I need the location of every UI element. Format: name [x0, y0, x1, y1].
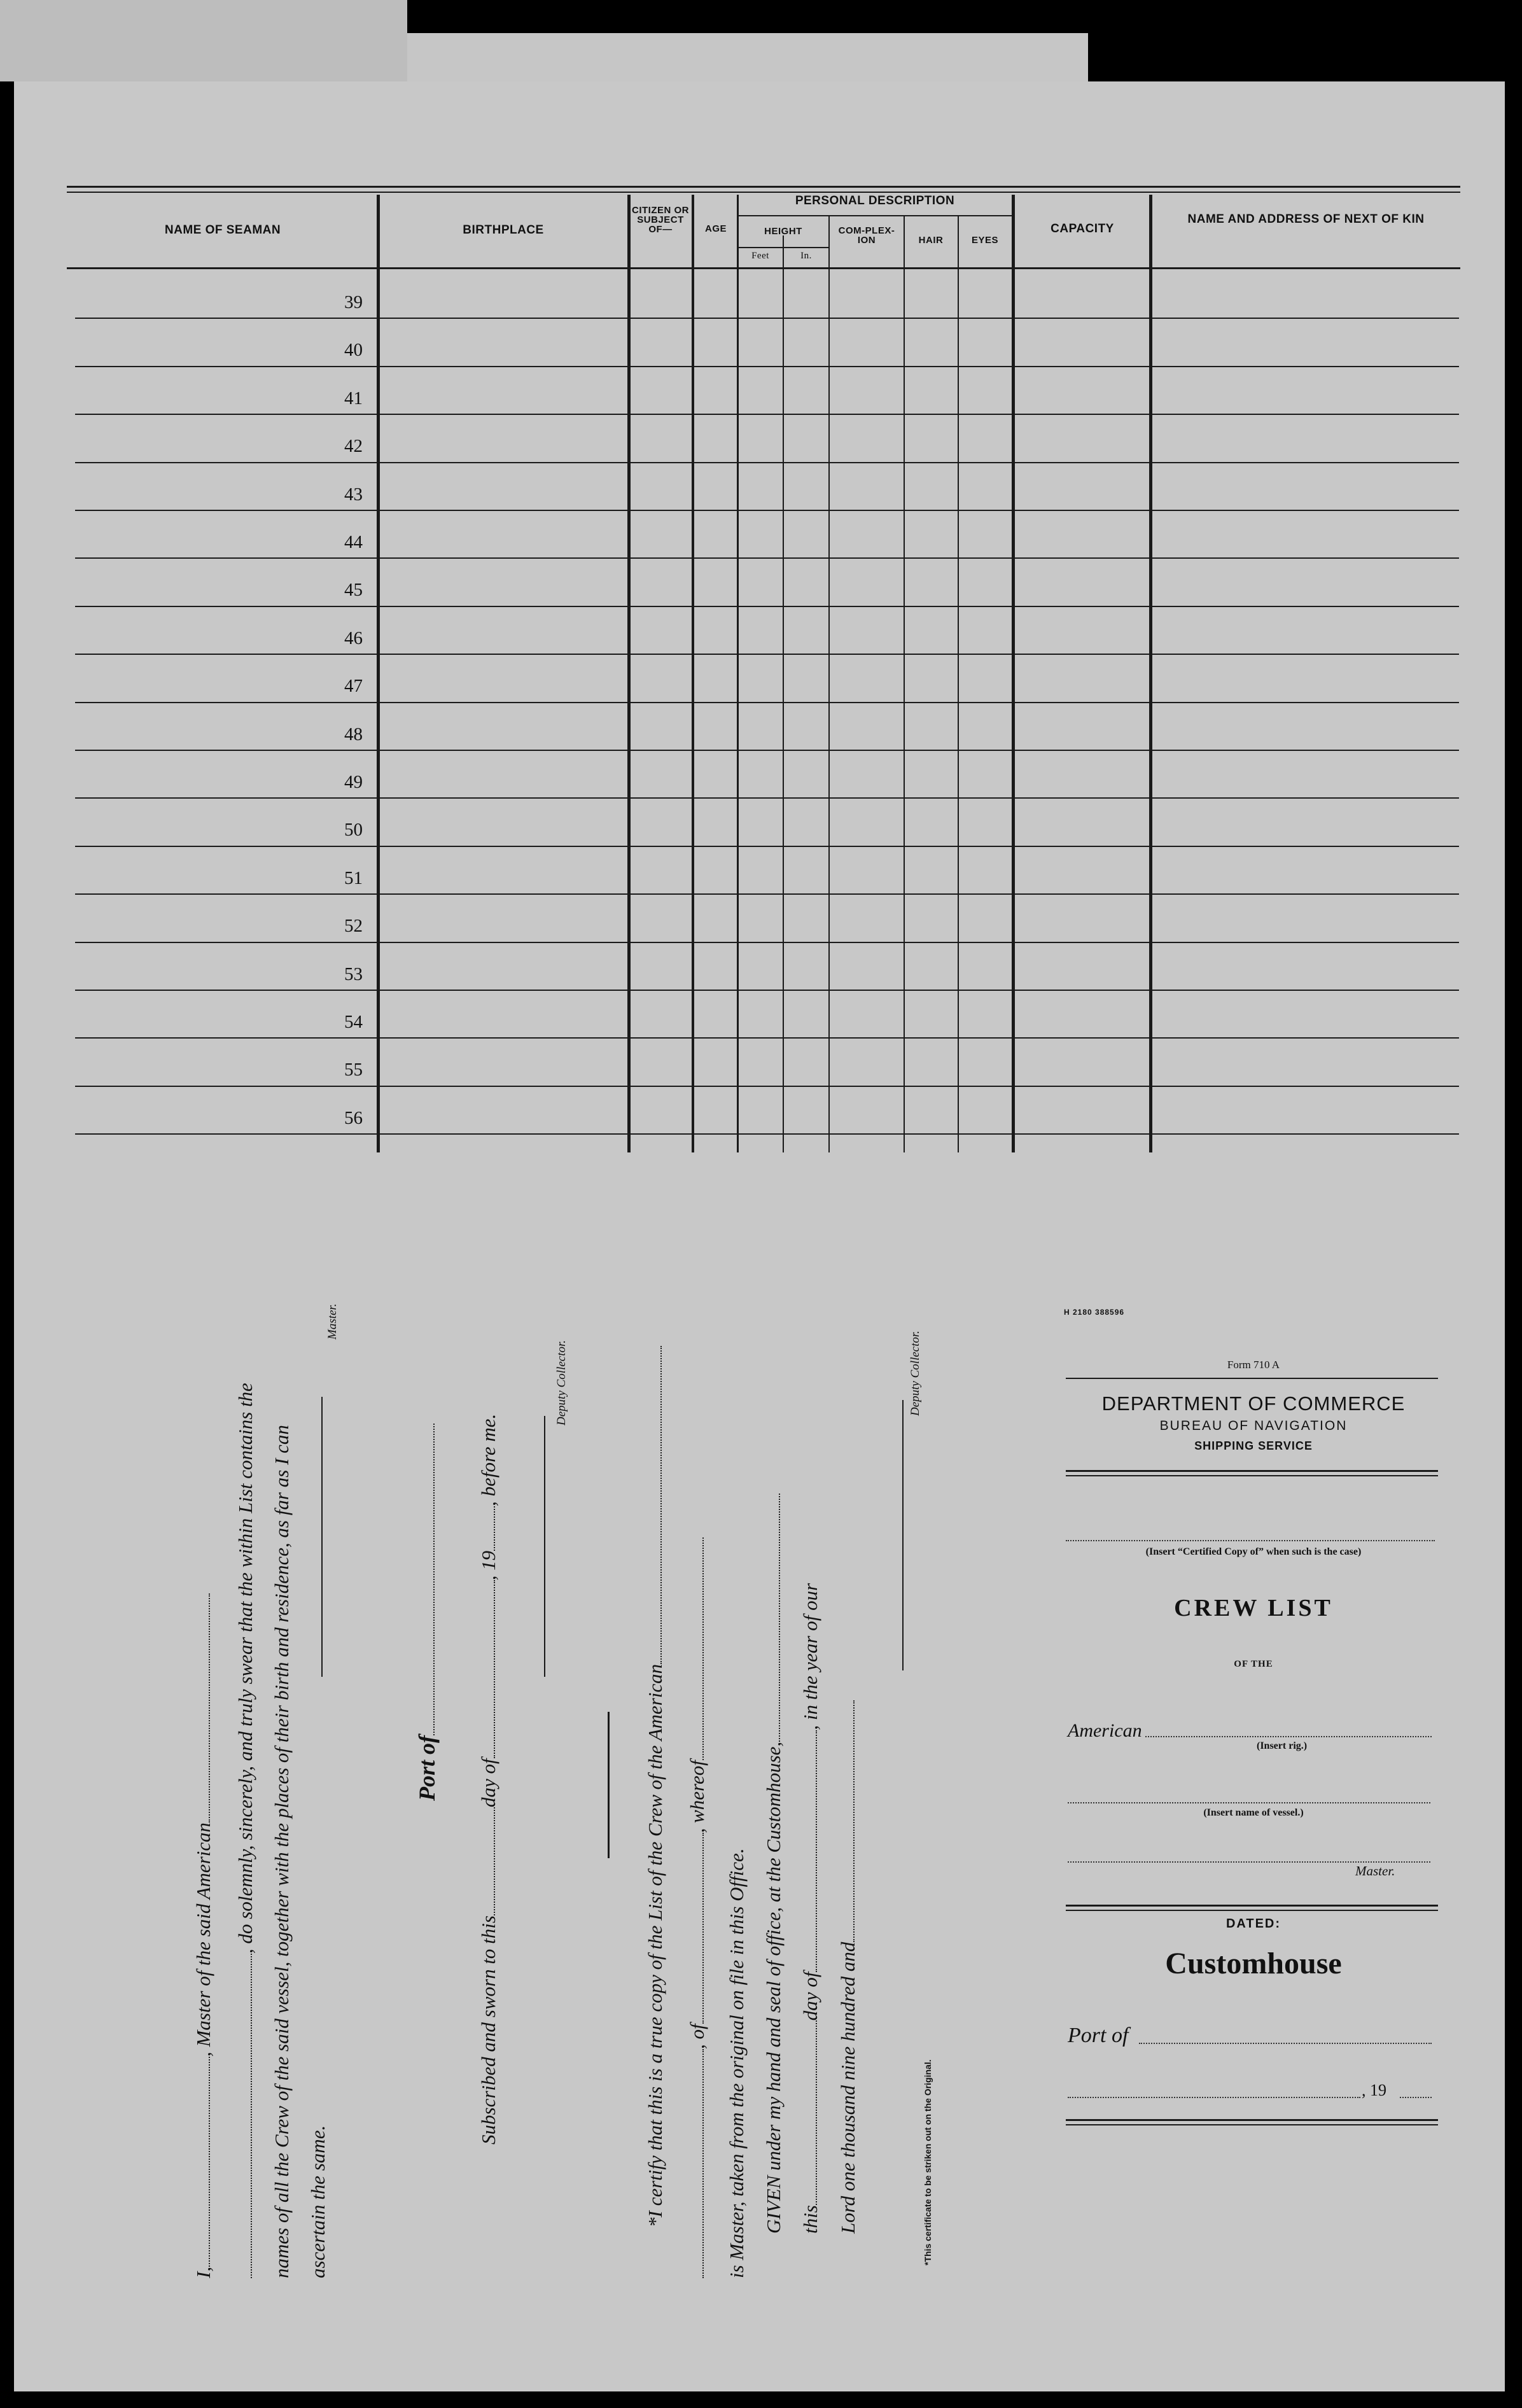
- oath-line-1: [192, 1593, 215, 2278]
- header-next-of-kin: NAME AND ADDRESS OF NEXT OF KIN: [1187, 213, 1425, 226]
- cert-certify-text: *I certify that this is a true copy of the List of the Crew of the American: [644, 1663, 666, 2227]
- table-row: [75, 654, 1459, 655]
- form-top-rule: [1066, 1378, 1438, 1379]
- collector-signature-line: [544, 1416, 545, 1677]
- col-line-birthplace: [627, 195, 631, 1152]
- table-row: [75, 893, 1459, 895]
- row-number-52: 52: [344, 916, 363, 937]
- cert-month-blank: [799, 1730, 817, 1972]
- insert-rig-note: (Insert rig.): [1257, 1740, 1308, 1751]
- col-line-hair: [958, 216, 959, 1152]
- header-personal-description: PERSONAL DESCRIPTION: [795, 194, 955, 207]
- cert-line-5: [799, 1583, 822, 2234]
- vessel-name-blank: [234, 1954, 252, 2278]
- crew-list-title: CREW LIST: [1174, 1595, 1333, 1621]
- of-the-label: OF THE: [1234, 1659, 1273, 1669]
- form-rule-c: [1066, 1905, 1438, 1907]
- table-row: [75, 797, 1459, 799]
- col-line-eyes: [1012, 195, 1015, 1152]
- row-number-56: 56: [344, 1107, 363, 1128]
- col-line-age: [737, 195, 739, 1152]
- oath-ascertain: ascertain the same.: [307, 2125, 329, 2278]
- row-number-49: 49: [344, 772, 363, 792]
- cert-year-blank: [837, 1700, 855, 1942]
- service-heading: SHIPPING SERVICE: [1194, 1439, 1313, 1452]
- table-row: [75, 606, 1459, 607]
- department-heading: DEPARTMENT OF COMMERCE: [1101, 1392, 1406, 1415]
- form-rule-b: [1066, 1475, 1438, 1476]
- dated-label: DATED:: [1225, 1917, 1281, 1931]
- oath-solemnly-swear: , do solemnly, sincerely, and truly swear that the within List contains the: [234, 1383, 256, 1954]
- cert-name-blank: [686, 2049, 704, 2278]
- table-row: [75, 318, 1459, 319]
- cert-day-of-text: day of: [799, 1971, 821, 2021]
- table-row: [75, 942, 1459, 943]
- row-number-41: 41: [344, 388, 363, 409]
- master-signature-line: [321, 1397, 323, 1677]
- row-number-44: 44: [344, 532, 363, 552]
- vessel-blank: [192, 1593, 210, 1823]
- cert-line-2: [686, 1537, 709, 2278]
- personal-desc-rule: [737, 215, 1012, 216]
- table-row: [75, 1133, 1459, 1135]
- table-top-rule: [67, 186, 1460, 188]
- oath-deputy-collector: Deputy Collector.: [555, 1340, 568, 1425]
- header-hair: HAIR: [918, 235, 944, 246]
- header-inches: In.: [800, 251, 812, 261]
- american-label: American: [1068, 1720, 1142, 1741]
- cert-signature-line: [902, 1400, 904, 1670]
- header-bottom-rule: [67, 267, 1460, 269]
- header-birthplace: BIRTHPLACE: [463, 223, 544, 237]
- row-number-54: 54: [344, 1012, 363, 1032]
- cert-of-blank: [686, 1833, 704, 2024]
- row-number-42: 42: [344, 436, 363, 457]
- port-blank: [417, 1424, 435, 1735]
- cover-port-blank: [1139, 2043, 1432, 2044]
- table-row: [75, 702, 1459, 703]
- master-name-line: [1068, 1861, 1430, 1863]
- cover-year-blank: [1400, 2097, 1432, 2098]
- cover-date-blank: [1068, 2097, 1360, 2098]
- bureau-heading: BUREAU OF NAVIGATION: [1159, 1418, 1348, 1433]
- cert-footnote: *This certificate to be striken out on the Original.: [923, 2059, 933, 2265]
- form-rule-e: [1066, 2119, 1438, 2121]
- row-number-43: 43: [344, 484, 363, 505]
- oath-line-3: [270, 1425, 293, 2278]
- table-row: [75, 846, 1459, 847]
- cert-customhouse-blank: [762, 1494, 780, 1742]
- header-eyes: EYES: [971, 235, 999, 246]
- row-number-45: 45: [344, 580, 363, 601]
- table-row: [75, 462, 1459, 463]
- header-name-of-seaman: NAME OF SEAMAN: [164, 223, 281, 237]
- cert-line-4: [762, 1494, 785, 2234]
- cert-this-text: this: [799, 2205, 821, 2234]
- cert-whereof-text: , whereof: [686, 1760, 708, 1833]
- table-row: [75, 414, 1459, 415]
- table-row: [75, 1037, 1459, 1039]
- row-number-39: 39: [344, 292, 363, 312]
- oath-i: I,: [192, 2266, 214, 2278]
- oath-port-of: [414, 1424, 440, 1801]
- col-line-height: [828, 216, 830, 1152]
- year-blank: [477, 1506, 495, 1551]
- form-rule-d: [1066, 1910, 1438, 1911]
- table-row: [75, 1086, 1459, 1087]
- oath-names-of-crew: names of all the Crew of the said vessel, together with the places of their birth and residence, as far as I can: [270, 1425, 293, 2278]
- header-age: AGE: [704, 223, 727, 234]
- customhouse-title: Customhouse: [1165, 1947, 1342, 1980]
- row-number-48: 48: [344, 724, 363, 745]
- cert-line-3: [725, 1848, 748, 2278]
- cert-given-text: GIVEN under my hand and seal of office, at the Customhouse,: [762, 1741, 785, 2234]
- col-line-complexion: [904, 216, 905, 1152]
- cert-of-text: , of: [686, 2024, 708, 2049]
- master-label: Master.: [326, 1303, 339, 1340]
- row-number-47: 47: [344, 676, 363, 697]
- row-number-55: 55: [344, 1060, 363, 1081]
- cert-deputy-collector: Deputy Collector.: [909, 1330, 922, 1416]
- oath-line-2: [234, 1383, 257, 2278]
- cert-line-6: [837, 1700, 860, 2234]
- before-me-text: , before me.: [477, 1413, 499, 1506]
- header-citizen: CITIZEN OR SUBJECT OF—: [632, 205, 689, 235]
- cert-vessel-blank: [644, 1346, 662, 1664]
- col-line-citizen: [692, 195, 694, 1152]
- cert-year-text: , in the year of our: [799, 1583, 821, 1730]
- insert-vessel-note: (Insert name of vessel.): [1203, 1807, 1304, 1818]
- cover-port-of-label: Port of: [1068, 2024, 1129, 2047]
- col-line-name: [377, 195, 380, 1152]
- header-feet: Feet: [751, 251, 769, 261]
- table-row: [75, 510, 1459, 511]
- oath-subscribed: [477, 1414, 500, 2145]
- row-number-46: 46: [344, 627, 363, 648]
- table-row: [75, 750, 1459, 751]
- cover-year-19: , 19: [1362, 2081, 1386, 2099]
- header-capacity: CAPACITY: [1051, 222, 1114, 235]
- table-row: [75, 366, 1459, 367]
- day-of-text: day of: [477, 1758, 499, 1808]
- cert-line-1: [644, 1346, 667, 2227]
- row-number-51: 51: [344, 867, 363, 888]
- cert-whereof-blank: [686, 1537, 704, 1760]
- header-height: HEIGHT: [764, 226, 802, 237]
- height-sub-rule: [737, 247, 828, 248]
- tab-left: [0, 0, 407, 81]
- day-blank: [477, 1807, 495, 1915]
- divider-rule: [608, 1712, 610, 1858]
- header-complexion: COM-PLEX-ION: [838, 225, 895, 246]
- rig-blank: [1145, 1736, 1432, 1737]
- certified-copy-blank: [1066, 1540, 1435, 1541]
- table-row: [75, 557, 1459, 559]
- col-line-feet: [783, 235, 784, 1152]
- cert-day-blank: [799, 2020, 817, 2205]
- vessel-name-line: [1068, 1802, 1430, 1803]
- table-top-rule-2: [67, 192, 1460, 193]
- cover-master-label: Master.: [1355, 1863, 1395, 1879]
- year-19-text: , 19: [477, 1550, 499, 1581]
- form-number: Form 710 A: [1227, 1359, 1280, 1371]
- col-line-capacity: [1149, 195, 1152, 1152]
- cert-is-master-text: is Master, taken from the original on file in this Office.: [725, 1848, 748, 2278]
- row-number-50: 50: [344, 820, 363, 841]
- master-name-blank: [192, 2057, 210, 2267]
- subscribed-text: Subscribed and sworn to this: [477, 1915, 499, 2145]
- row-number-40: 40: [344, 340, 363, 361]
- form-rule-a: [1066, 1470, 1438, 1472]
- cert-lord-text: Lord one thousand nine hundred and: [837, 1942, 859, 2234]
- form-rule-f: [1066, 2124, 1438, 2125]
- table-row: [75, 990, 1459, 991]
- print-code: H 2180 388596: [1064, 1308, 1125, 1317]
- port-of-label: Port of: [414, 1735, 440, 1801]
- oath-line-4: [307, 2125, 330, 2278]
- insert-certified-note: (Insert “Certified Copy of” when such is the case): [1145, 1546, 1362, 1557]
- tab-right: [407, 33, 1088, 84]
- oath-master-of-american: , Master of the said American: [192, 1822, 214, 2057]
- row-number-53: 53: [344, 963, 363, 984]
- month-blank: [477, 1580, 495, 1758]
